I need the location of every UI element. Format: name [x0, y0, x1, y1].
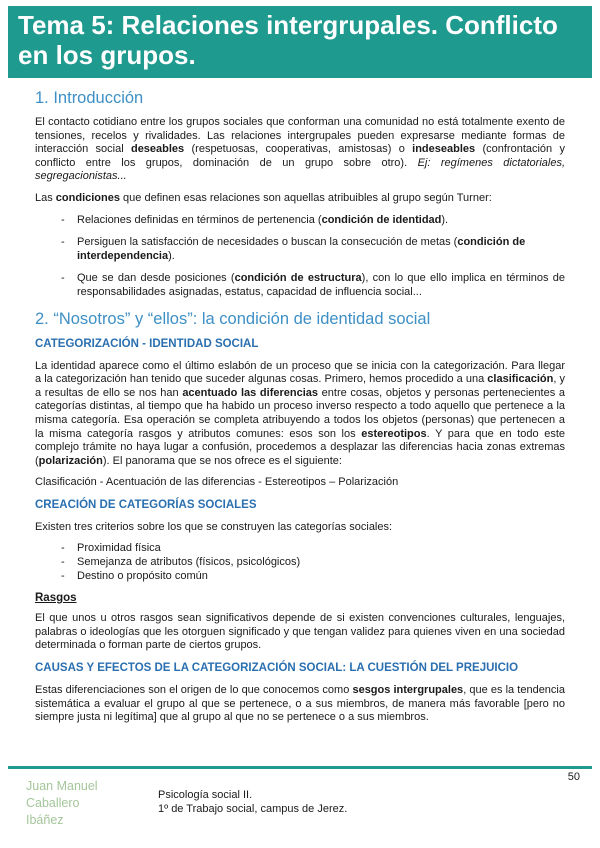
footer-divider [8, 766, 592, 769]
section-1-heading: 1. Introducción [35, 89, 144, 107]
conditions-paragraph: Las condiciones que definen esas relaciones son aquellas atribuibles al grupo según Turner: [35, 191, 492, 204]
criteria-list [35, 542, 565, 583]
subheading-categorizacion: CATEGORIZACIÓN - IDENTIDAD SOCIAL [35, 337, 259, 350]
subheading-creacion: CREACIÓN DE CATEGORÍAS SOCIALES [35, 498, 257, 511]
subheading-prejuicio: CAUSAS Y EFECTOS DE LA CATEGORIZACIÓN SOCIAL: LA CUESTIÓN DEL PREJUICIO [35, 662, 519, 675]
intro-paragraph: El contacto cotidiano entre los grupos sociales que conforman una comunidad no está totalmente exento de tensiones, recelos y rivalidades. Las relaciones intergrupales pueden expresarse mediante formas de interacción social deseables (respetuosas, cooperativas, amistosas) o indeseables (confrontación y conflicto entre los grupos, dominación de un grupo sobre otro). Ej: regímenes dictatoriales, segregacionistas... [35, 116, 566, 183]
conditions-list [35, 214, 565, 300]
rasgos-heading: Rasgos [35, 592, 77, 605]
list-item: - Persiguen la satisfacción de necesidades o buscan la consecución de metas (condición de interdependencia). [35, 236, 565, 263]
author-name: Juan Manuel Caballero Ibáñez [26, 779, 98, 827]
rasgos-paragraph: El que unos u otros rasgos sean significativos depende de si existen convenciones culturales, lenguajes, palabras o ideologías que les otorguen significado y que tengan validez para quienes viven en una sociedad determinada o forman parte de ciertos grupos. [35, 612, 565, 652]
list-item: - Destino o propósito común [35, 570, 565, 584]
list-item: - Semejanza de atributos (físicos, psicológicos) [35, 556, 565, 570]
process-summary: Clasificación - Acentuación de las diferencias - Estereotipos – Polarización [35, 476, 399, 489]
prejuicio-paragraph: Estas diferenciaciones son el origen de lo que conocemos como sesgos intergrupales, que es la tendencia sistemática a evaluar el grupo al que se pertenece, o a sus miembros, de manera más favorable [pero no siempre justa ni legítima] que al grupo al que no se pertenece o a sus miembros. [35, 684, 565, 724]
list-item: - Que se dan desde posiciones (condición de estructura), con lo que ello implica en términos de responsabilidades asignadas, estatus, capacidad de influencia social... [35, 272, 565, 299]
criteria-intro: Existen tres criterios sobre los que se construyen las categorías sociales: [35, 520, 393, 533]
list-item: - Relaciones definidas en términos de pertenencia (condición de identidad). [35, 214, 565, 228]
main-content [35, 88, 565, 733]
page-title: Tema 5: Relaciones intergrupales. Conflicto en los grupos. [18, 10, 558, 70]
title-banner [8, 6, 592, 78]
course-info: Psicología social II. 1º de Trabajo social, campus de Jerez. [158, 789, 348, 815]
page-number: 50 [567, 771, 580, 783]
list-item: - Proximidad física [35, 542, 565, 556]
section-2-heading: 2. “Nosotros” y “ellos”: la condición de identidad social [35, 309, 431, 328]
categorizacion-paragraph: La identidad aparece como el último eslabón de un proceso que se inicia con la categorización. Para llegar a la categorización han tenido que suceder algunas cosas. Primero, hemos procedido a una clasificación, y a resultas de ello se nos han acentuado las diferencias entre cosas, objetos y personas pertenecientes a categorías distintas, al tiempo que ha habido un proceso inverso respecto a todo aquello que pertenece a la misma categoría. Esa operación se completa atribuyendo a todos los objetos (personas) que pertenecen a la misma categoría rasgos y atributos comunes: esos son los estereotipos. Y para que en todo este complejo trámite no haya lugar a confusión, procedemos a desplazar las diferencias hacia zonas extremas (polarización). El panorama que se nos ofrece es el siguiente: [35, 359, 565, 467]
